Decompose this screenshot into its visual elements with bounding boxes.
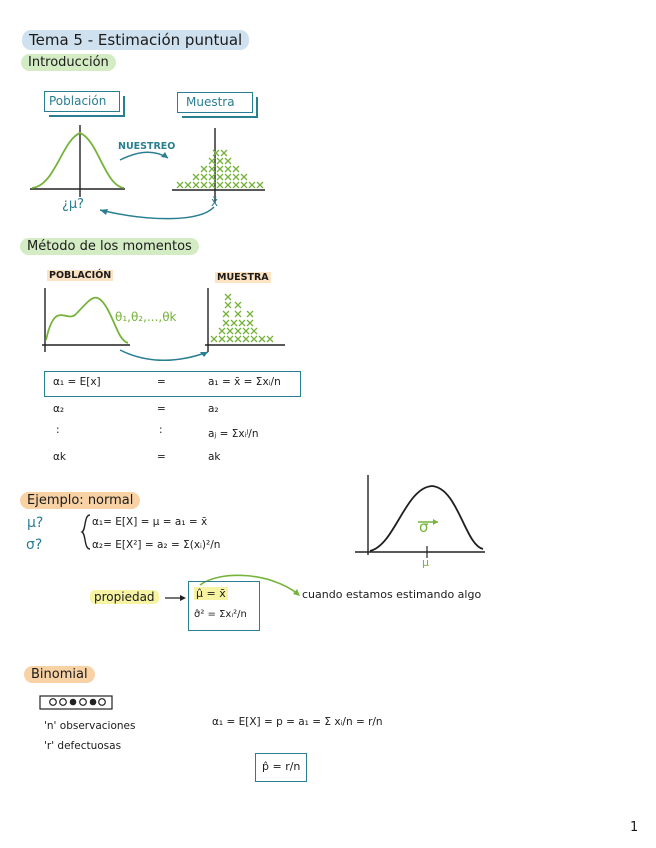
section-binomial: Binomial	[24, 666, 95, 683]
prop-cuando-text: cuando estamos estimando algo	[302, 588, 482, 601]
mom-row2-eq: =	[157, 403, 166, 415]
ex-sigma-label: σ	[419, 518, 429, 536]
section-intro: Introducción	[21, 54, 116, 71]
intro-arrow-head2	[100, 209, 108, 215]
intro-xbar: x̄	[211, 195, 219, 209]
sample-cross	[219, 336, 225, 342]
ex-line1: α₁= E[X] = μ = a₁ = x̄	[92, 516, 208, 528]
mom-sample-crosses	[211, 294, 273, 342]
binom-seq-dots	[50, 699, 106, 706]
ex-line2: α₂= E[X²] = a₂ = Σ(xᵢ)²/n	[92, 539, 221, 551]
sample-cross	[219, 328, 225, 334]
mom-row3-eq: :	[159, 424, 163, 436]
sample-cross	[235, 302, 241, 308]
intro-muestra-box	[177, 92, 253, 113]
binom-result: p̂ = r/n	[262, 760, 301, 773]
ex-sigma-question: σ?	[26, 537, 43, 553]
ex-mu-question: μ?	[27, 515, 44, 531]
sample-cross	[209, 158, 215, 164]
intro-muestra-label: Muestra	[186, 95, 235, 109]
sample-cross	[233, 182, 239, 188]
prop-box	[188, 581, 260, 631]
ex-brace	[82, 515, 90, 549]
sample-cross	[235, 311, 241, 317]
sample-cross	[201, 174, 207, 180]
sample-cross	[239, 320, 245, 326]
sample-cross	[217, 182, 223, 188]
sample-cross	[223, 311, 229, 317]
sample-cross	[209, 166, 215, 172]
sample-cross	[209, 182, 215, 188]
sample-cross	[185, 182, 191, 188]
sample-cross	[223, 320, 229, 326]
sample-cross	[259, 336, 265, 342]
mom-row3-lhs: :	[56, 424, 60, 436]
prop-line1: μ̂ = x̄	[196, 587, 226, 600]
sample-cross	[217, 166, 223, 172]
mom-poblacion-label: POBLACIÓN	[49, 270, 112, 281]
intro-sample-crosses	[177, 150, 263, 188]
section-moments: Método de los momentos	[20, 238, 199, 255]
prop-green-arrowhead	[293, 589, 300, 596]
sample-cross	[193, 182, 199, 188]
mom-thetas: θ₁,θ₂,...,θk	[115, 310, 177, 324]
page-number: 1	[630, 820, 639, 835]
sample-cross	[225, 166, 231, 172]
sample-cross	[247, 320, 253, 326]
sample-cross	[225, 174, 231, 180]
binom-r-def: 'r' defectuosas	[44, 740, 122, 752]
sample-cross	[231, 320, 237, 326]
ex-sigma-arrowhead	[433, 519, 438, 525]
sample-cross	[209, 174, 215, 180]
sample-cross	[267, 336, 273, 342]
prop-label: propiedad	[90, 590, 159, 604]
sample-cross	[217, 158, 223, 164]
mom-row1-eq: =	[157, 376, 166, 388]
binom-formula: α₁ = E[X] = p = a₁ = Σ xᵢ/n = r/n	[212, 716, 383, 728]
sample-cross	[233, 166, 239, 172]
sample-cross	[235, 336, 241, 342]
sample-cross	[257, 182, 263, 188]
sample-cross	[247, 311, 253, 317]
mom-row3-rhs: aⱼ = Σxᵢʲ/n	[208, 428, 259, 440]
sample-cross	[225, 294, 231, 300]
sample-cross	[193, 174, 199, 180]
intro-mu-question: ¿μ?	[62, 197, 85, 212]
mom-row1-lhs: α₁ = E[x]	[53, 376, 101, 388]
binom-n-obs: 'n' observaciones	[44, 720, 136, 732]
binom-result-box	[255, 753, 307, 782]
sample-cross	[227, 328, 233, 334]
mom-row1-rhs: a₁ = x̄ = Σxᵢ/n	[208, 376, 281, 388]
sample-cross	[217, 174, 223, 180]
prop-line2: σ̂² = Σxᵢ²/n	[194, 609, 247, 620]
sample-cross	[243, 336, 249, 342]
sample-cross	[235, 328, 241, 334]
sample-cross	[243, 328, 249, 334]
sample-cross	[221, 150, 227, 156]
sample-cross	[249, 182, 255, 188]
mom-arrow	[120, 350, 208, 360]
mom-row2-rhs: a₂	[208, 403, 219, 415]
sample-cross	[233, 174, 239, 180]
sample-cross	[225, 182, 231, 188]
sample-cross	[241, 182, 247, 188]
mom-row4-eq: =	[157, 451, 166, 463]
mom-row2-lhs: α₂	[53, 403, 65, 415]
page-title: Tema 5 - Estimación puntual	[22, 30, 249, 50]
intro-muestreo-label: NUESTREO	[118, 141, 176, 152]
sample-cross	[201, 166, 207, 172]
mom-row4-rhs: ak	[208, 451, 221, 463]
intro-poblacion-label: Población	[49, 94, 107, 108]
sample-cross	[213, 150, 219, 156]
sample-cross	[201, 182, 207, 188]
sample-cross	[227, 336, 233, 342]
intro-poblacion-box	[44, 91, 120, 112]
mom-muestra-label: MUESTRA	[217, 272, 269, 283]
sample-cross	[225, 158, 231, 164]
prop-arrowhead	[180, 595, 186, 601]
sample-cross	[251, 336, 257, 342]
intro-pop-curve	[32, 133, 124, 188]
ex-mu-axis-label: μ	[422, 556, 429, 569]
section-example: Ejemplo: normal	[20, 492, 140, 509]
sample-cross	[225, 302, 231, 308]
sample-cross	[241, 174, 247, 180]
sample-cross	[251, 328, 257, 334]
intro-arrow-back	[100, 207, 214, 219]
sample-cross	[211, 336, 217, 342]
intro-arrow-muestreo	[120, 152, 168, 160]
mom-row4-lhs: αk	[53, 451, 67, 463]
sample-cross	[177, 182, 183, 188]
